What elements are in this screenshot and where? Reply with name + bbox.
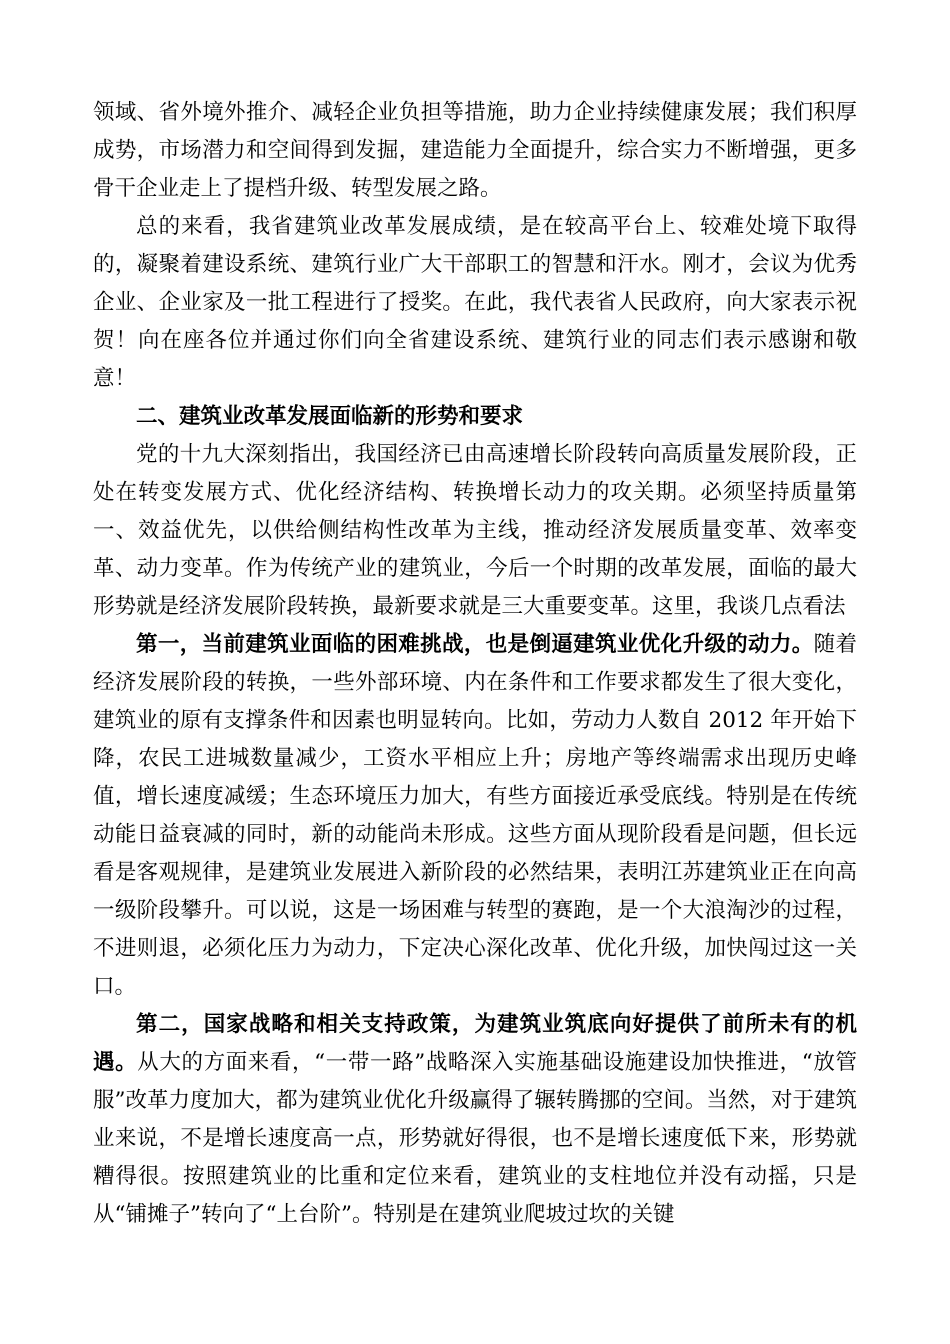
paragraph-5 <box>93 1006 857 1234</box>
paragraph-1: 领域、省外境外推介、减轻企业负担等措施，助力企业持续健康发展；我们积厚成势，市场潜力和空间得到发掘，建造能力全面提升，综合实力不断增强，更多骨干企业走上了提档升级、转型发展之路。 <box>93 100 857 201</box>
paragraph-2: 总的来看，我省建筑业改革发展成绩，是在较高平台上、较难处境下取得的，凝聚着建设系统、建筑行业广大干部职工的智慧和汗水。刚才，会议为优秀企业、企业家及一批工程进行了授奖。在此，我代表省人民政府，向大家表示祝贺！向在座各位并通过你们向全省建设系统、建筑行业的同志们表示感谢和敬意！ <box>93 214 857 391</box>
document-body <box>93 94 857 1234</box>
paragraph-4-body: 随着经济发展阶段的转换，一些外部环境、内在条件和工作要求都发生了很大变化，建筑业的原有支撑条件和因素也明显转向。比如，劳动力人数自 2012 年开始下降，农民工进城数量减少，工资水平相应上升；房地产等终端需求出现历史峰值，增长速度减缓；生态环境压力加大，有些方面接近承受底线。特别是在传统动能日益衰减的同时，新的动能尚未形成。这些方面从现阶段看是问题，但长远看是客观规律，是建筑业发展进入新阶段的必然结果，表明江苏建筑业正在向高一级阶段攀升。可以说，这是一场困难与转型的赛跑，是一个大浪淘沙的过程，不进则退，必须化压力为动力，下定决心深化改革、优化升级，加快闯过这一关口。 <box>93 632 857 999</box>
paragraph-5-lead: 第二，国家战略和相关支持政策，为建筑业筑底向好提供了前所未有的机遇。 <box>93 1012 857 1075</box>
paragraph-4-lead: 第一，当前建筑业面临的困难挑战，也是倒逼建筑业优化升级的动力。 <box>136 632 814 657</box>
paragraph-3: 党的十九大深刻指出，我国经济已由高速增长阶段转向高质量发展阶段，正处在转变发展方式、优化经济结构、转换增长动力的攻关期。必须坚持质量第一、效益优先，以供给侧结构性改革为主线，推动经济发展质量变革、效率变革、动力变革。作为传统产业的建筑业，今后一个时期的改革发展，面临的最大形势就是经济发展阶段转换，最新要求就是三大重要变革。这里，我谈几点看法 <box>93 442 857 619</box>
section-heading-2: 二、建筑业改革发展面临新的形势和要求 <box>136 404 524 429</box>
paragraph-4 <box>93 626 857 1006</box>
paragraph-5-body: 从大的方面来看，“一带一路”战略深入实施基础设施建设加快推进，“放管服”改革力度加大，都为建筑业优化升级赢得了辗转腾挪的空间。当然，对于建筑业来说，不是增长速度高一点，形势就好得很，也不是增长速度低下来，形势就糟得很。按照建筑业的比重和定位来看，建筑业的支柱地位并没有动摇，只是从“铺摊子”转向了“上台阶”。特别是在建筑业爬坡过坎的关键 <box>93 1050 857 1227</box>
